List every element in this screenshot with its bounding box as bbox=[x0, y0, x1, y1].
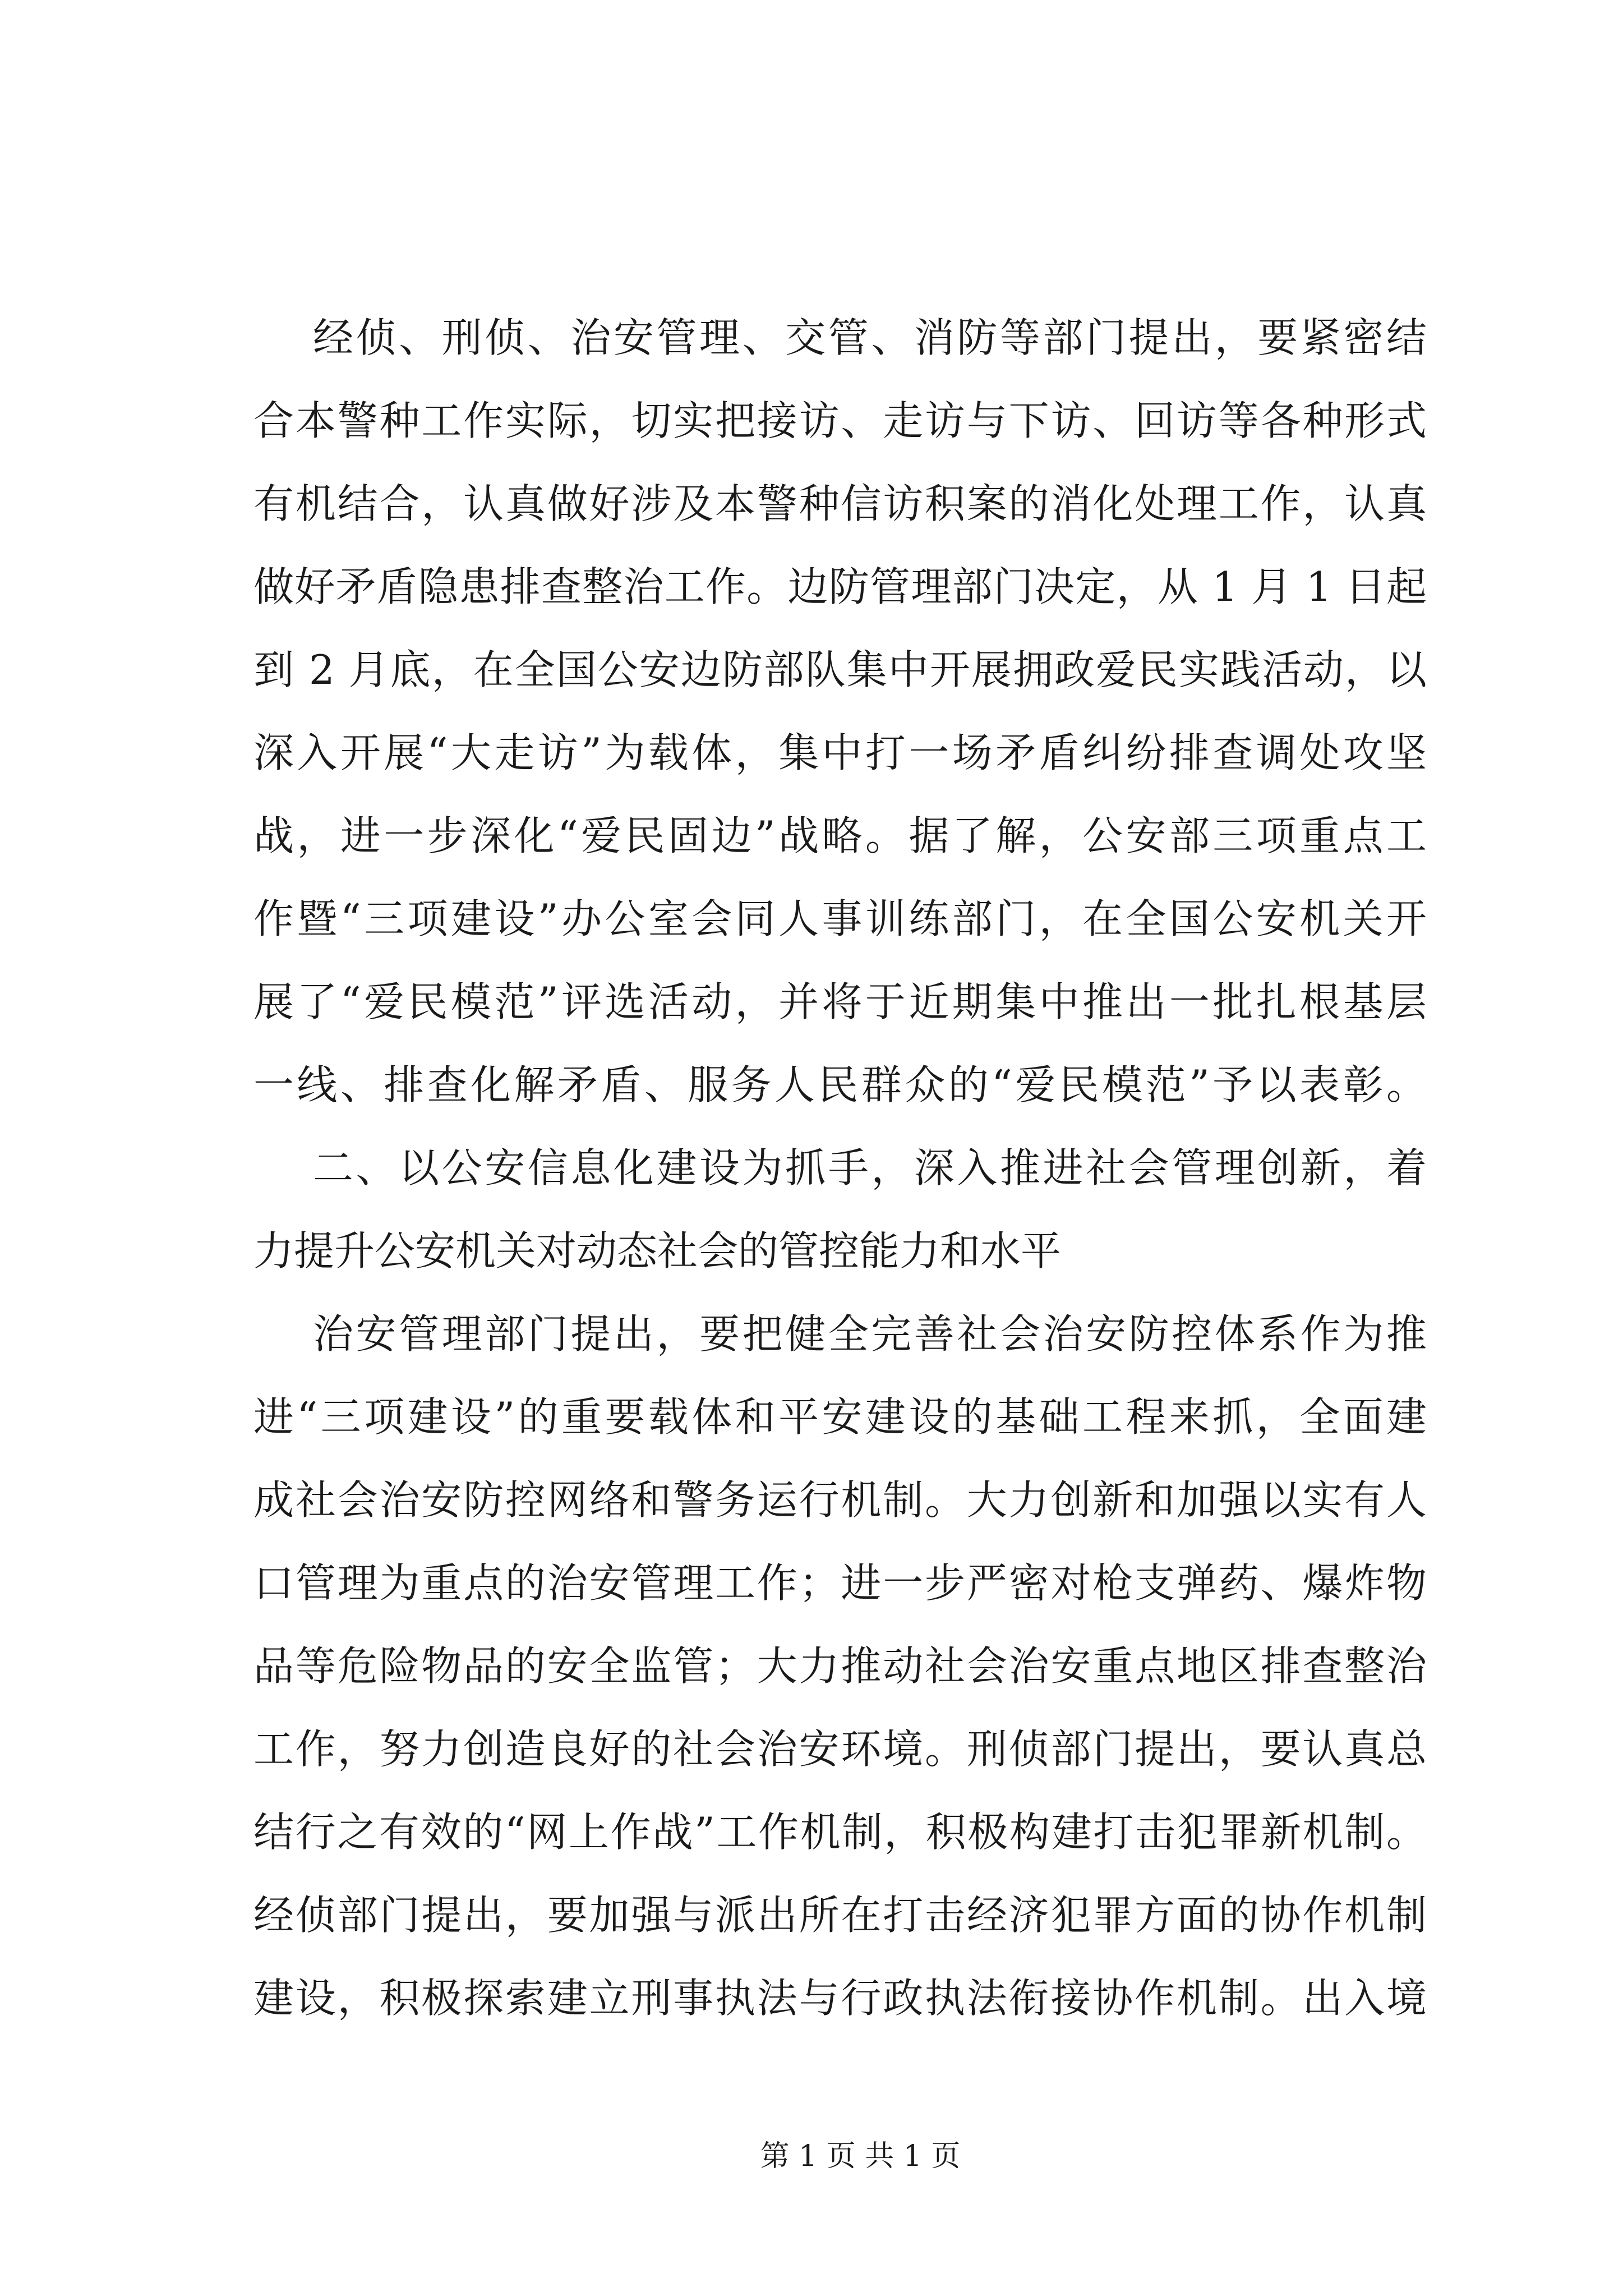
paragraph-line: 有机结合，认真做好涉及本警种信访积案的消化处理工作，认真 bbox=[253, 480, 1427, 527]
paragraph-line: 品等危险物品的安全监管；大力推动社会治安重点地区排查整治 bbox=[253, 1642, 1427, 1690]
paragraph-line: 治安管理部门提出，要把健全完善社会治安防控体系作为推 bbox=[313, 1310, 1427, 1358]
paragraph-line: 口管理为重点的治安管理工作；进一步严密对枪支弹药、爆炸物 bbox=[253, 1559, 1427, 1607]
paragraph-line: 结行之有效的“网上作战”工作机制，积极构建打击犯罪新机制。 bbox=[253, 1809, 1427, 1856]
paragraph-line: 合本警种工作实际，切实把接访、走访与下访、回访等各种形式 bbox=[253, 397, 1427, 444]
paragraph-line: 成社会治安防控网络和警务运行机制。大力创新和加强以实有人 bbox=[253, 1476, 1427, 1524]
paragraph bbox=[253, 1292, 1427, 2040]
paragraph-line: 到 2 月底，在全国公安边防部队集中开展拥政爱民实践活动，以 bbox=[253, 646, 1427, 693]
document-body bbox=[253, 296, 1427, 2040]
paragraph-line: 建设，积极探索建立刑事执法与行政执法衔接协作机制。出入境 bbox=[253, 1975, 1427, 2022]
paragraph-line: 做好矛盾隐患排查整治工作。边防管理部门决定，从 1 月 1 日起 bbox=[253, 563, 1427, 610]
paragraph-line: 进“三项建设”的重要载体和平安建设的基础工程来抓，全面建 bbox=[253, 1393, 1427, 1441]
section-heading bbox=[253, 1126, 1427, 1292]
paragraph-line: 工作，努力创造良好的社会治安环境。刑侦部门提出，要认真总 bbox=[253, 1726, 1427, 1773]
paragraph-line: 一线、排查化解矛盾、服务人民群众的“爱民模范”予以表彰。 bbox=[253, 1061, 1427, 1108]
section-heading-line: 二、以公安信息化建设为抓手，深入推进社会管理创新，着 bbox=[313, 1144, 1427, 1191]
paragraph-line: 经侦部门提出，要加强与派出所在打击经济犯罪方面的协作机制 bbox=[253, 1892, 1427, 1939]
paragraph-line: 展了“爱民模范”评选活动，并将于近期集中推出一批扎根基层 bbox=[253, 978, 1427, 1025]
paragraph bbox=[253, 296, 1427, 1126]
paragraph-line: 战，进一步深化“爱民固边”战略。据了解，公安部三项重点工 bbox=[253, 812, 1427, 859]
paragraph-line: 深入开展“大走访”为载体，集中打一场矛盾纠纷排查调处攻坚 bbox=[253, 729, 1427, 776]
paragraph-line: 经侦、刑侦、治安管理、交管、消防等部门提出，要紧密结 bbox=[313, 314, 1427, 361]
section-heading-line: 力提升公安机关对动态社会的管控能力和水平 bbox=[253, 1227, 1062, 1274]
page-number-footer: 第 1 页 共 1 页 bbox=[760, 2139, 961, 2173]
paragraph-line: 作暨“三项建设”办公室会同人事训练部门，在全国公安机关开 bbox=[253, 895, 1427, 942]
